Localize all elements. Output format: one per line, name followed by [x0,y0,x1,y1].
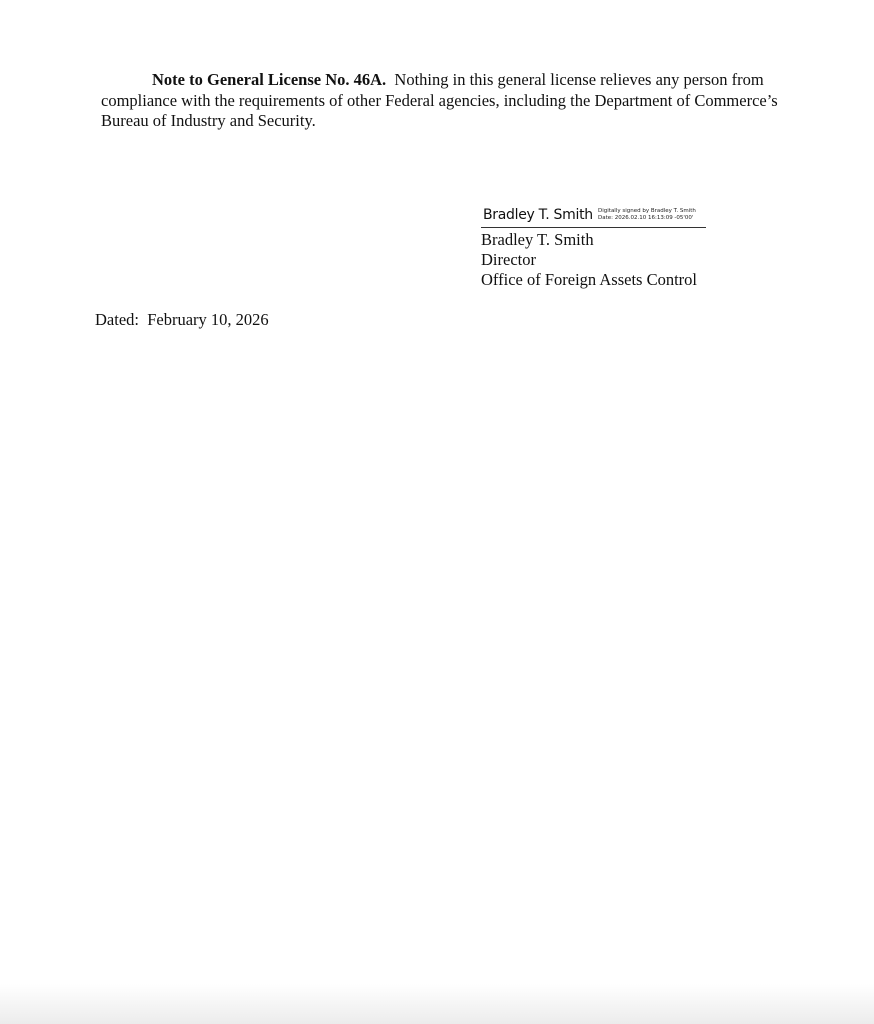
signatory-name: Bradley T. Smith [481,230,594,249]
signatory-title: Director [481,250,536,269]
digital-signature-stamp[interactable] [481,205,706,228]
note-heading: Note to General License No. 46A [152,70,383,89]
note-paragraph: Note to General License No. 46A. Nothing in this general license relieves any person from compliance with the requirements of other Federal agencies, including the Department of Commerce’s Bureau of Industry and Security. [101,70,778,130]
dated-line [95,310,269,330]
dated-value: February 10, 2026 [147,310,269,329]
signatory-office: Office of Foreign Assets Control [481,270,698,289]
digital-signed-by: Digitally signed by Bradley T. Smith [598,208,696,214]
digital-signature-date: Date: 2026.02.10 16:13:09 -05'00' [598,215,694,221]
note-body: Nothing in this general license relieves any person from compliance with the requirements of other Federal agencies, including the Department of Commerce’s Bureau of Industry and Security. [101,70,778,130]
digital-signature-details [598,208,696,222]
dated-label: Dated: [95,310,139,329]
page-bottom-shadow [0,984,874,1024]
signature-name-graphic: Bradley T. Smith [483,207,593,223]
signature-block [481,205,741,290]
